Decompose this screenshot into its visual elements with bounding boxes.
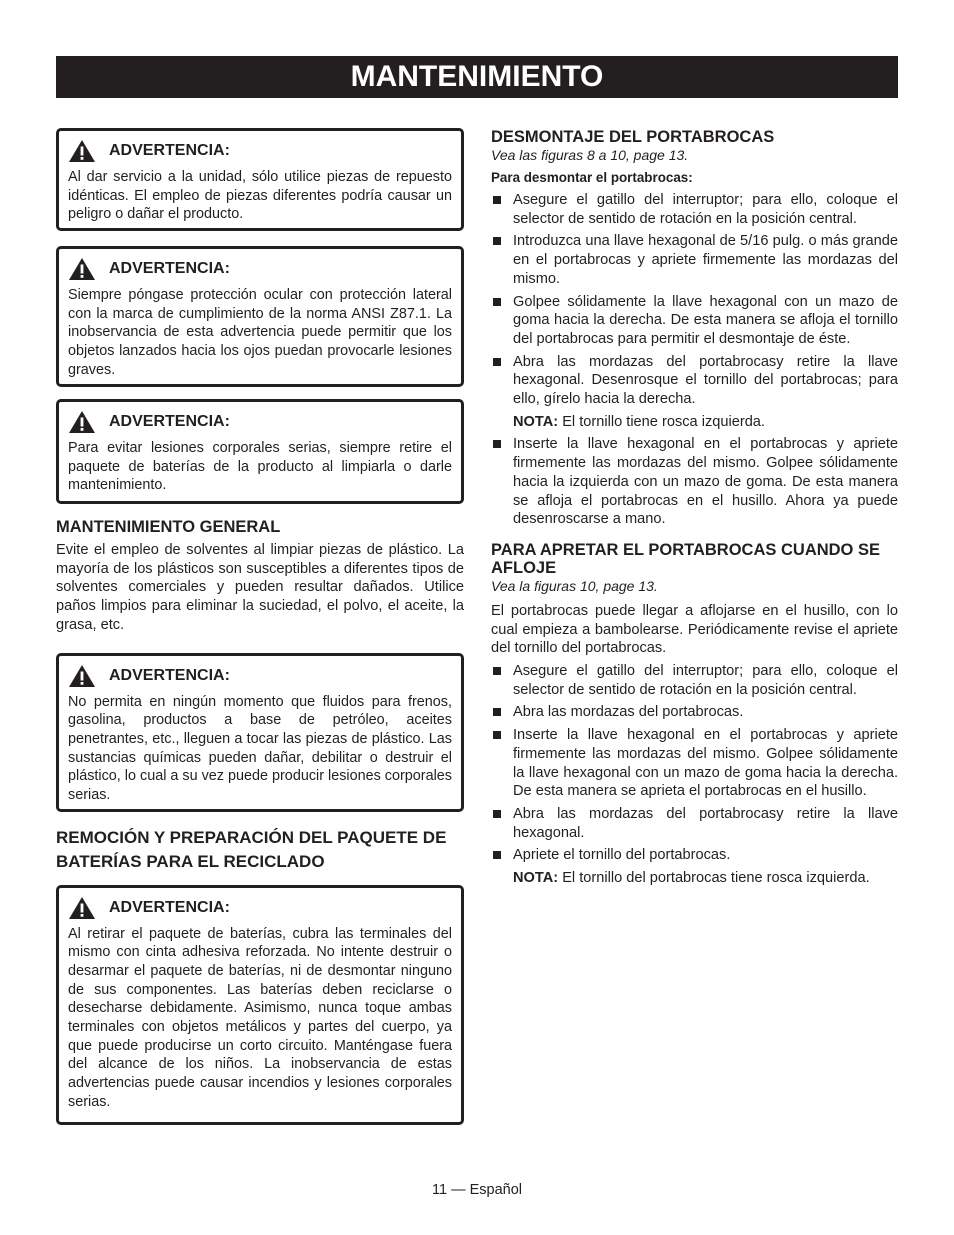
list-item: Asegure el gatillo del interruptor; para ello, coloque el selector de sentido de rotación en la posición central. [491,662,898,699]
chuck-removal-steps-cont [491,435,898,529]
note-text: El tornillo tiene rosca izquierda. [562,413,765,430]
chuck-removal-figure-ref: Vea las figuras 8 a 10, page 13. [491,147,689,163]
chuck-tighten-steps [491,662,898,865]
warning-header [68,257,452,281]
warning-box-fluids [56,653,464,812]
warning-text: Al retirar el paquete de baterías, cubra las terminales del mismo con cinta adhesiva reforzada. No intente destruir o desarmar el paquete de baterías, ni de desmontar ninguno de sus componentes. Las baterías deben reciclarse o desecharse debidamente. Asimismo, nunca toque ambas terminales con objetos metálicos y partes del cuerpo, ya que puede producirse un corto circuito. Manténgase fuera del alcance de los niños. La inobservancia de estas advertencias puede causar incendios y lesiones corporales serias. [68,925,452,1110]
chuck-tighten-note [491,869,898,888]
list-item: Inserte la llave hexagonal en el portabrocas y apriete firmemente las mordazas del mismo. Golpee sólidamente la llave hexagonal con un mazo de goma hacia la derecha. De esta manera se aprieta el portabrocas en el husillo. [491,726,898,801]
warning-triangle-icon [68,257,96,281]
list-item: Inserte la llave hexagonal en el portabrocas y apriete firmemente las mordazas del mismo. Golpee sólidamente hacia la izquierda con un mazo de goma. De esta manera se afloja el portabrocas en el husillo. Ahora ya puede desenroscarse a mano. [491,435,898,529]
bullet-square-icon [493,237,501,245]
list-item: Abra las mordazas del portabrocasy retire la llave hexagonal. Desenrosque el tornillo del portabrocas; para ello, gírelo hacia la derecha. [491,353,898,409]
chuck-removal-heading: DESMONTAJE DEL PORTABROCAS [491,128,775,146]
warning-header [68,664,452,688]
bullet-square-icon [493,440,501,448]
note-label: NOTA: [513,870,559,887]
warning-box-battery-recycling [56,885,464,1125]
battery-recycling-heading: REMOCIÓN Y PREPARACIÓN DEL PAQUETE DE BATERÍAS PARA EL RECICLADO [56,827,447,871]
bullet-square-icon [493,358,501,366]
chuck-removal-subheading: Para desmontar el portabrocas: [491,170,693,185]
warning-title: ADVERTENCIA: [109,260,230,277]
warning-text: No permita en ningún momento que fluidos para frenos, gasolina, productos a base de petróleo, aceites penetrantes, etc., lleguen a tocar las piezas de plástico. Las sustancias químicas pueden dañar, debilitar o destruir el plástico, lo cual a su vez puede producir lesiones corporales serias. [68,693,452,804]
warning-triangle-icon [68,139,96,163]
bullet-square-icon [493,708,501,716]
bullet-square-icon [493,810,501,818]
list-item: Apriete el tornillo del portabrocas. [491,846,898,865]
warning-header [68,410,452,434]
chuck-removal-note [491,413,898,432]
warning-text: Al dar servicio a la unidad, sólo utilice piezas de repuesto idénticas. El empleo de piezas diferentes podría causar un peligro o dañar el producto. [68,169,452,223]
warning-title: ADVERTENCIA: [109,142,230,159]
warning-header [68,139,452,163]
note-label: NOTA: [513,413,559,430]
warning-box-eye-protection [56,246,464,387]
warning-box-battery-removal [56,399,464,504]
page-title: MANTENIMIENTO [350,60,604,93]
chuck-tighten-figure-ref: Vea la figuras 10, page 13. [491,577,658,594]
left-column [56,128,464,1125]
warning-title: ADVERTENCIA: [109,898,230,916]
list-item: Introduzca una llave hexagonal de 5/16 pulg. o más grande en el portabrocas y apriete firmemente las mordazas del mismo. [491,232,898,288]
bullet-square-icon [493,298,501,306]
note-text: El tornillo del portabrocas tiene rosca izquierda. [562,870,870,887]
chuck-removal-steps [491,191,898,409]
general-maintenance-heading: MANTENIMIENTO GENERAL [56,518,281,536]
bullet-square-icon [493,667,501,675]
general-maintenance-text: Evite el empleo de solventes al limpiar piezas de plástico. La mayoría de los plásticos son susceptibles a diferentes tipos de solventes comerciales y pueden resultar dañados. Utilice paños limpios para eliminar la suciedad, el polvo, el aceite, la grasa, etc. [56,542,464,633]
warning-header [68,896,452,920]
right-column [491,128,898,888]
chuck-tighten-heading: PARA APRETAR EL PORTABROCAS CUANDO SE AFLOJE [491,540,880,577]
bullet-square-icon [493,851,501,859]
list-item: Asegure el gatillo del interruptor; para ello, coloque el selector de sentido de rotación en la posición central. [491,191,898,228]
warning-text: Para evitar lesiones corporales serias, siempre retire el paquete de baterías de la producto al limpiarla o darle mantenimiento. [68,440,452,494]
list-item: Abra las mordazas del portabrocas. [491,703,898,722]
warning-title: ADVERTENCIA: [109,666,230,684]
warning-triangle-icon [68,664,96,688]
warning-text: Siempre póngase protección ocular con protección lateral con la marca de cumplimiento de la norma ANSI Z87.1. La inobservancia de esta advertencia puede permitir que los objetos lanzados hacia los ojos puedan provocarle lesiones graves. [68,287,452,378]
page-footer: 11 — Español [431,1182,522,1198]
warning-triangle-icon [68,410,96,434]
list-item: Abra las mordazas del portabrocasy retire la llave hexagonal. [491,805,898,842]
bullet-square-icon [493,196,501,204]
warning-title: ADVERTENCIA: [109,413,230,430]
bullet-square-icon [493,731,501,739]
warning-box-repair-parts [56,128,464,231]
chuck-tighten-text: El portabrocas puede llegar a aflojarse en el husillo, con lo cual empieza a bambolearse. Periódicamente revise el apriete del tornillo del portabrocas. [491,602,898,657]
page-title-banner [56,56,898,98]
warning-triangle-icon [68,896,96,920]
list-item: Golpee sólidamente la llave hexagonal con un mazo de goma hacia la derecha. De esta manera se afloja el tornillo del portabrocas para permitir el desmontaje de éste. [491,293,898,349]
